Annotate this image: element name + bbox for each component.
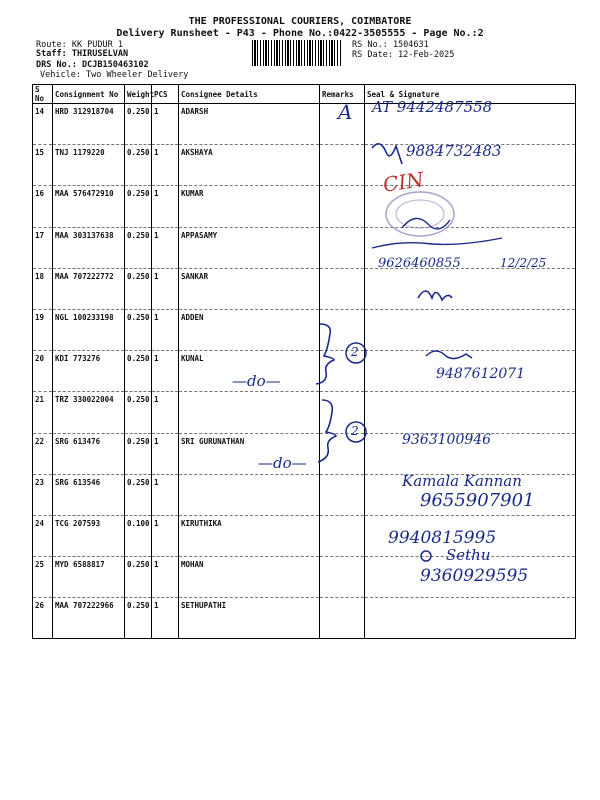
col-remarks: Remarks: [320, 85, 365, 104]
cell-weight: 0.250: [125, 145, 152, 186]
cell-sno: 24: [33, 515, 53, 556]
cell-consignee: [179, 392, 320, 433]
cell-weight: 0.250: [125, 392, 152, 433]
cell-consignment: HRD 312918704: [53, 104, 125, 145]
cell-consignee: SRI GURUNATHAN: [179, 433, 320, 474]
num-row21: 2: [351, 345, 359, 359]
cell-sno: 25: [33, 557, 53, 598]
signature-row21: 9487612071: [436, 366, 526, 382]
cell-signature: [365, 268, 576, 309]
barcode: [252, 40, 342, 66]
table-row: [33, 186, 576, 227]
num-row23: 2: [351, 424, 359, 438]
cell-remarks: [320, 474, 365, 515]
cell-weight: 0.100: [125, 515, 152, 556]
cell-weight: 0.250: [125, 598, 152, 639]
cell-consignment: KDI 773276: [53, 351, 125, 392]
cell-sno: 23: [33, 474, 53, 515]
cell-remarks: [320, 557, 365, 598]
cell-pcs: 1: [152, 515, 179, 556]
cell-consignee: ADARSH: [179, 104, 320, 145]
cell-pcs: 1: [152, 186, 179, 227]
cell-consignee: ADDEN: [179, 309, 320, 350]
date-row18: 12/2/25: [500, 256, 547, 270]
cell-consignment: TNJ 1179220: [53, 145, 125, 186]
cell-weight: 0.250: [125, 186, 152, 227]
rs-date: RS Date: 12-Feb-2025: [352, 50, 455, 60]
cell-weight: 0.250: [125, 557, 152, 598]
cell-signature: [365, 598, 576, 639]
remark-row14: A: [338, 100, 353, 124]
cell-remarks: [320, 227, 365, 268]
cell-consignment: SRG 613476: [53, 433, 125, 474]
cell-sno: 18: [33, 268, 53, 309]
cell-sno: 26: [33, 598, 53, 639]
cell-remarks: [320, 186, 365, 227]
rs-number: RS No.: 1504631: [352, 40, 429, 50]
red-mark-row17: CIN: [381, 167, 426, 197]
cell-consignment: TRZ 330022004: [53, 392, 125, 433]
drs-number: DRS No.: DCJB150463102: [36, 60, 149, 70]
cell-signature: [365, 392, 576, 433]
cell-sno: 19: [33, 309, 53, 350]
cell-consignment: SRG 613546: [53, 474, 125, 515]
cell-weight: 0.250: [125, 309, 152, 350]
cell-consignee: KUNAL: [179, 351, 320, 392]
cell-consignment: MAA 303137638: [53, 227, 125, 268]
cell-consignment: MYD 6588817: [53, 557, 125, 598]
cell-pcs: 1: [152, 557, 179, 598]
cell-pcs: 1: [152, 392, 179, 433]
signature-row14: AT 9442487558: [372, 98, 493, 116]
table-row: [33, 392, 576, 433]
cell-remarks: [320, 268, 365, 309]
cell-sno: 17: [33, 227, 53, 268]
cell-weight: 0.250: [125, 227, 152, 268]
cell-remarks: [320, 598, 365, 639]
cell-consignee: KUMAR: [179, 186, 320, 227]
cell-weight: 0.250: [125, 433, 152, 474]
cell-consignee: [179, 474, 320, 515]
cell-signature: [365, 309, 576, 350]
cell-remarks: [320, 145, 365, 186]
signature-row15: 9884732483: [406, 142, 502, 160]
cell-consignee: KIRUTHIKA: [179, 515, 320, 556]
name-row26: Sethu: [446, 546, 491, 564]
cell-pcs: 1: [152, 145, 179, 186]
cell-consignment: MAA 707222772: [53, 268, 125, 309]
cell-weight: 0.250: [125, 104, 152, 145]
cell-pcs: 1: [152, 351, 179, 392]
cell-remarks: [320, 515, 365, 556]
signature-row24: 9655907901: [420, 490, 535, 511]
signature-row23: 9363100946: [402, 432, 492, 448]
cell-pcs: 1: [152, 104, 179, 145]
ditto-row23: —do—: [258, 454, 307, 472]
col-consignee: Consignee Details: [179, 85, 320, 104]
cell-consignment: NGL 100233198: [53, 309, 125, 350]
cell-consignee: SANKAR: [179, 268, 320, 309]
cell-sno: 22: [33, 433, 53, 474]
cell-consignee: AKSHAYA: [179, 145, 320, 186]
signature-row25: 9940815995: [388, 528, 497, 548]
company-title: THE PROFESSIONAL COURIERS, COIMBATORE: [188, 16, 412, 27]
table-row: [33, 598, 576, 639]
delivery-table: [32, 84, 576, 639]
runsheet-subtitle: Delivery Runsheet - P43 - Phone No.:0422-3505555 - Page No.:2: [116, 28, 484, 39]
ditto-row21: —do—: [232, 372, 281, 390]
col-weight: Weight: [125, 85, 152, 104]
cell-weight: 0.250: [125, 474, 152, 515]
signature-row26: 9360929595: [420, 566, 529, 586]
table-header-row: [33, 85, 576, 104]
cell-pcs: 1: [152, 474, 179, 515]
table-row: [33, 268, 576, 309]
cell-pcs: 1: [152, 268, 179, 309]
staff-label: Staff: THIRUSELVAN: [36, 49, 129, 59]
cell-sno: 21: [33, 392, 53, 433]
cell-weight: 0.250: [125, 268, 152, 309]
cell-consignment: TCG 207593: [53, 515, 125, 556]
cell-consignee: MOHAN: [179, 557, 320, 598]
cell-remarks: [320, 433, 365, 474]
route-label: Route: KK PUDUR 1: [36, 40, 123, 50]
signature-row18: 9626460855: [378, 256, 461, 271]
cell-sno: 14: [33, 104, 53, 145]
vehicle-label: Vehicle: Two Wheeler Delivery: [40, 70, 189, 80]
col-pcs: PCS: [152, 85, 179, 104]
col-sno: S No: [33, 85, 53, 104]
table-row: [33, 309, 576, 350]
cell-consignment: MAA 576472910: [53, 186, 125, 227]
cell-sno: 15: [33, 145, 53, 186]
cell-weight: 0.250: [125, 351, 152, 392]
cell-sno: 20: [33, 351, 53, 392]
cell-pcs: 1: [152, 598, 179, 639]
cell-consignee: APPASAMY: [179, 227, 320, 268]
col-seal-signature: Seal & Signature: [365, 85, 576, 104]
cell-consignee: SETHUPATHI: [179, 598, 320, 639]
table-row: [33, 104, 576, 145]
cell-pcs: 1: [152, 227, 179, 268]
name-row24: Kamala Kannan: [402, 472, 522, 490]
cell-pcs: 1: [152, 433, 179, 474]
table-row: [33, 227, 576, 268]
cell-sno: 16: [33, 186, 53, 227]
cell-consignment: MAA 707222966: [53, 598, 125, 639]
col-consignment: Consignment No: [53, 85, 125, 104]
cell-pcs: 1: [152, 309, 179, 350]
